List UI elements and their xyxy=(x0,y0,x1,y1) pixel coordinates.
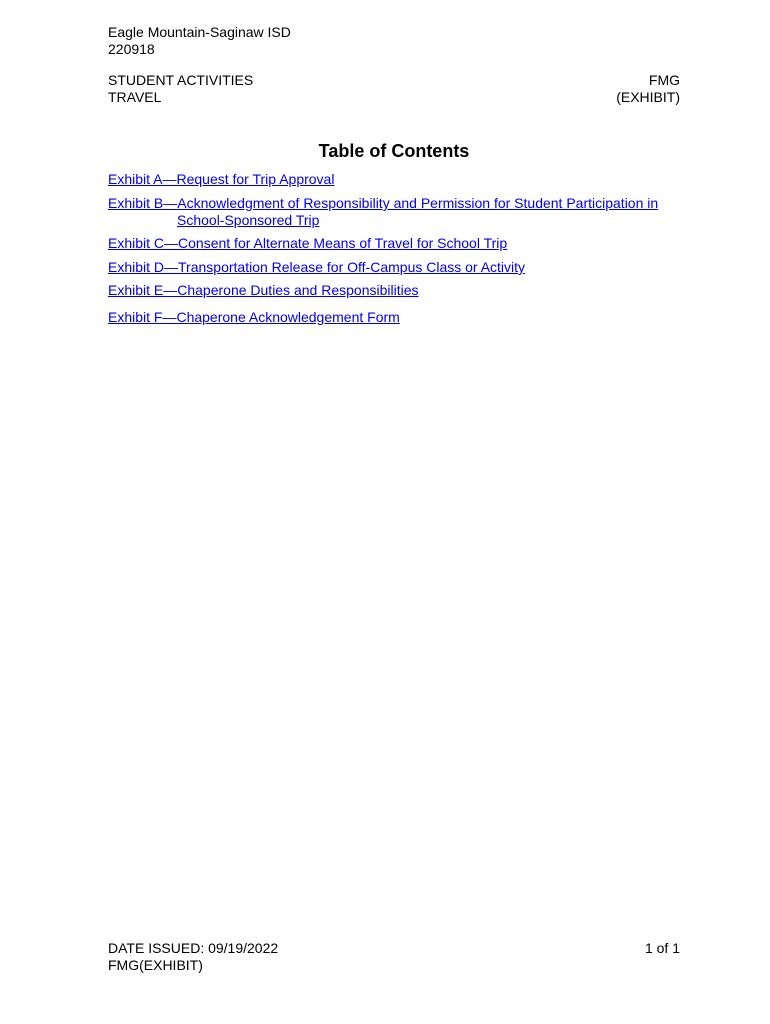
toc-link-label: Exhibit C—Consent for Alternate Means of Travel for School Trip xyxy=(108,235,508,251)
toc-link-label: Exhibit E—Chaperone Duties and Responsibilities xyxy=(108,282,419,298)
toc-title: Table of Contents xyxy=(318,141,470,161)
toc-link-label: Exhibit F—Chaperone Acknowledgement Form xyxy=(108,309,400,325)
district-name: Eagle Mountain-Saginaw ISD xyxy=(108,24,291,40)
footer-code: FMG(EXHIBIT) xyxy=(108,957,203,973)
policy-type: (EXHIBIT) xyxy=(616,89,680,105)
toc-link-exhibit-b[interactable] xyxy=(108,195,668,229)
toc-link-continuation: School-Sponsored Trip xyxy=(177,212,320,228)
toc-link-label: Exhibit A—Request for Trip Approval xyxy=(108,171,335,187)
date-issued: DATE ISSUED: 09/19/2022 xyxy=(108,940,279,956)
toc-link-exhibit-e[interactable] xyxy=(108,282,668,299)
section-title: STUDENT ACTIVITIES xyxy=(108,72,254,88)
section-subtitle: TRAVEL xyxy=(108,89,162,105)
policy-code: FMG xyxy=(648,72,680,88)
district-code: 220918 xyxy=(108,41,155,57)
toc-link-exhibit-f[interactable] xyxy=(108,309,668,326)
toc-link-exhibit-d[interactable] xyxy=(108,259,668,276)
toc-link-exhibit-a[interactable] xyxy=(108,171,668,188)
page-number: 1 of 1 xyxy=(644,940,680,956)
toc-link-label: Exhibit D—Transportation Release for Off-Campus Class or Activity xyxy=(108,259,526,275)
toc-link-label: Exhibit B—Acknowledgment of Responsibility and Permission for Student Participation in xyxy=(108,195,659,211)
toc-link-exhibit-c[interactable] xyxy=(108,235,668,252)
